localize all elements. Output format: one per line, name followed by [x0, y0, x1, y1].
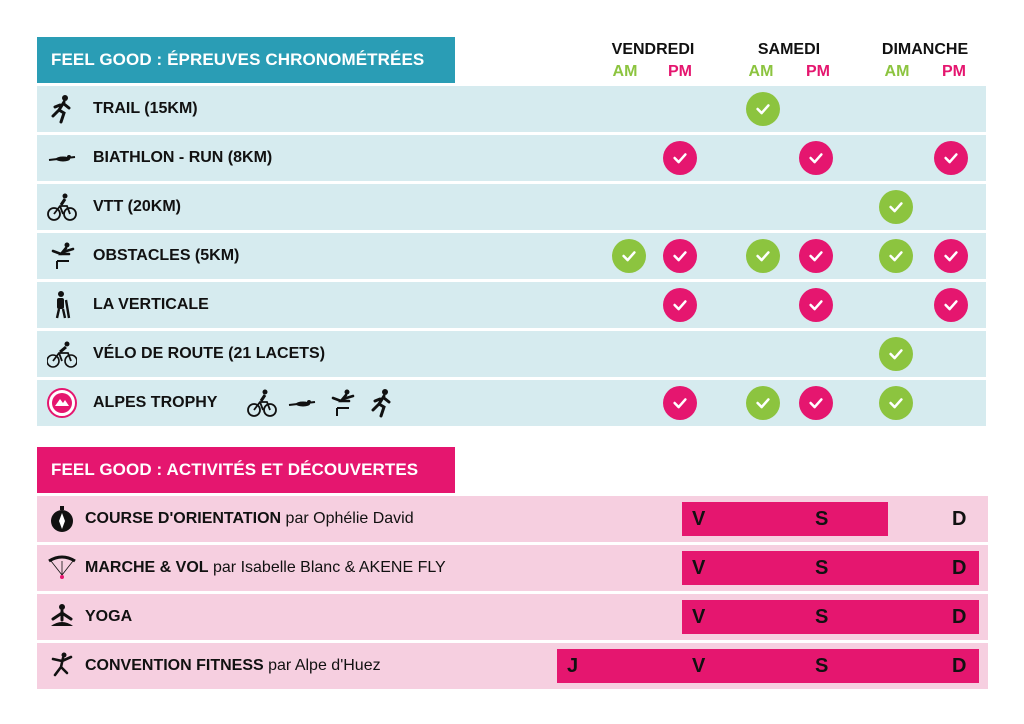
activity-name: MARCHE & VOL — [85, 559, 209, 576]
day-saturday: SAMEDI — [757, 41, 821, 58]
day-letter: D — [952, 606, 967, 628]
hurdle-jumper-icon — [47, 241, 77, 271]
checkmark-icon — [754, 100, 772, 118]
activity-name: COURSE D'ORIENTATION — [85, 510, 282, 527]
check-green — [746, 92, 780, 126]
checkmark-icon — [671, 394, 689, 412]
chrono-row — [37, 184, 986, 230]
fri-am-label: AM — [612, 63, 638, 80]
day-friday: VENDREDI — [611, 41, 695, 58]
availability-bar — [682, 551, 979, 585]
check-green — [746, 386, 780, 420]
check-pink — [663, 141, 697, 175]
paraglider-icon — [47, 553, 77, 583]
day-sunday: DIMANCHE — [881, 41, 969, 58]
trophy-disciplines — [247, 388, 397, 423]
activity-name: CONVENTION FITNESS — [85, 657, 264, 674]
day-letter: S — [815, 557, 829, 579]
chrono-row — [37, 86, 986, 132]
activity-host: par Isabelle Blanc & AKENE FLY — [208, 559, 446, 576]
check-pink — [663, 288, 697, 322]
day-letter: J — [567, 655, 579, 677]
check-pink — [799, 288, 833, 322]
check-pink — [799, 386, 833, 420]
activity-row — [37, 594, 988, 640]
chrono-row — [37, 135, 986, 181]
day-letter: D — [952, 557, 967, 579]
chrono-row-label: BIATHLON - RUN (8KM) — [93, 149, 273, 166]
compass-icon — [47, 504, 77, 534]
day-letter: S — [815, 606, 829, 628]
hiker-icon — [47, 290, 77, 320]
chrono-row-label: TRAIL (15KM) — [93, 100, 198, 117]
availability-bar — [557, 649, 979, 683]
availability-bar — [682, 502, 888, 536]
check-pink — [934, 288, 968, 322]
check-green — [746, 239, 780, 273]
checkmark-icon — [671, 149, 689, 167]
check-pink — [663, 239, 697, 273]
checkmark-icon — [887, 247, 905, 265]
check-green — [879, 190, 913, 224]
sun-am-label: AM — [884, 63, 910, 80]
rifle-shooter-icon — [47, 143, 77, 173]
check-pink — [799, 141, 833, 175]
checkmark-icon — [807, 247, 825, 265]
runner-icon — [367, 388, 397, 423]
day-letter: V — [692, 606, 706, 628]
checkmark-icon — [887, 198, 905, 216]
chrono-row-label: OBSTACLES (5KM) — [93, 247, 240, 264]
checkmark-icon — [942, 296, 960, 314]
activity-row-label — [85, 657, 381, 675]
activity-row-label — [85, 608, 132, 626]
chrono-row-label: VTT (20KM) — [93, 198, 181, 215]
road-bike-icon — [47, 339, 77, 369]
runner-icon — [47, 94, 77, 124]
day-letter: V — [692, 508, 706, 530]
activity-row — [37, 643, 988, 689]
activity-row — [37, 496, 988, 542]
chrono-row-label: VÉLO DE ROUTE (21 LACETS) — [93, 345, 326, 362]
check-pink — [934, 141, 968, 175]
checkmark-icon — [620, 247, 638, 265]
hurdle-jumper-icon — [327, 388, 357, 423]
activity-name: YOGA — [85, 608, 133, 625]
sat-pm-label: PM — [806, 63, 830, 80]
check-pink — [934, 239, 968, 273]
day-letter: D — [952, 655, 967, 677]
sat-am-label: AM — [748, 63, 774, 80]
chrono-row-label: LA VERTICALE — [93, 296, 209, 313]
check-green — [879, 337, 913, 371]
mountain-bike-icon — [247, 388, 277, 423]
check-green — [879, 239, 913, 273]
checkmark-icon — [754, 247, 772, 265]
mountain-bike-icon — [47, 192, 77, 222]
yoga-pose-icon — [47, 602, 77, 632]
chrono-row — [37, 233, 986, 279]
checkmark-icon — [942, 149, 960, 167]
sun-pm-label: PM — [942, 63, 966, 80]
check-green — [612, 239, 646, 273]
check-pink — [799, 239, 833, 273]
chrono-row-label: ALPES TROPHY — [93, 394, 218, 411]
checkmark-icon — [807, 149, 825, 167]
checkmark-icon — [887, 345, 905, 363]
day-letter: V — [692, 655, 706, 677]
day-letter: D — [952, 508, 967, 530]
chrono-row — [37, 282, 986, 328]
rifle-shooter-icon — [287, 388, 317, 423]
availability-bar — [682, 600, 979, 634]
activity-row-label — [85, 559, 446, 577]
day-letter: V — [692, 557, 706, 579]
chrono-row — [37, 380, 986, 426]
activity-host: par Alpe d'Huez — [263, 657, 381, 674]
alpes-trophy-logo-icon — [47, 388, 77, 418]
day-letter: S — [815, 508, 829, 530]
activity-row-label — [85, 510, 414, 528]
activity-host: par Ophélie David — [281, 510, 414, 527]
fri-pm-label: PM — [668, 63, 692, 80]
activity-row — [37, 545, 988, 591]
checkmark-icon — [887, 394, 905, 412]
chrono-row — [37, 331, 986, 377]
day-letter: S — [815, 655, 829, 677]
checkmark-icon — [671, 296, 689, 314]
check-pink — [663, 386, 697, 420]
checkmark-icon — [671, 247, 689, 265]
checkmark-icon — [807, 394, 825, 412]
check-green — [879, 386, 913, 420]
chrono-section-title: FEEL GOOD : ÉPREUVES CHRONOMÉTRÉES — [37, 37, 455, 83]
checkmark-icon — [807, 296, 825, 314]
activities-section-title: FEEL GOOD : ACTIVITÉS ET DÉCOUVERTES — [37, 447, 455, 493]
checkmark-icon — [942, 247, 960, 265]
checkmark-icon — [754, 394, 772, 412]
fitness-jump-icon — [47, 651, 77, 681]
